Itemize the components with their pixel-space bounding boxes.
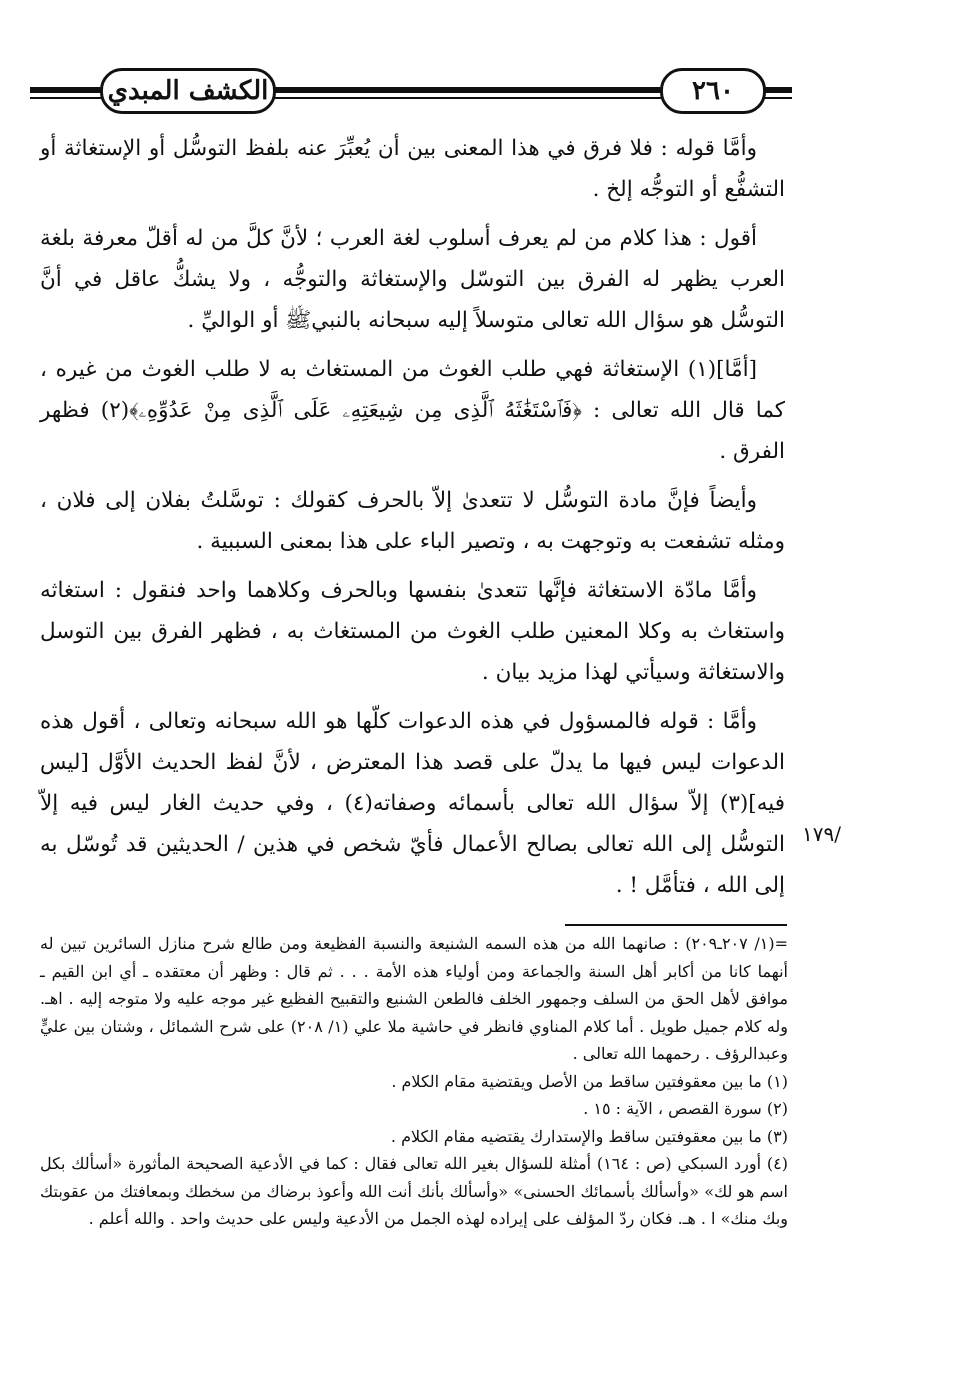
paragraph: [أمَّا](١) الإستغاثة فهي طلب الغوث من المستغاث به لا طلب الغوث من غيره ، كما قال الله تعالى : ﴿فَٱسْتَغَٰثَهُ ٱلَّذِى مِن شِيعَتِهِۦ عَلَى ٱلَّذِى مِنْ عَدُوِّهِۦ﴾(٢) فظهر الفرق . <box>40 357 785 464</box>
footnote: (٣) ما بين معقوفتين ساقط والإستدارك يقتضيه مقام الكلام . <box>390 1126 788 1146</box>
running-title: الكشف المبدي <box>100 68 276 114</box>
manuscript-folio-marker: /١٧٩ <box>802 822 841 846</box>
main-text <box>40 128 785 914</box>
paragraph: وأمَّا : قوله فالمسؤول في هذه الدعوات كلّها هو الله سبحانه وتعالى ، أقول هذه الدعوات ليس فيها ما يدلّ على قصد هذا المعترض ، لأنَّ لفظ الحديث الأوَّل [ليس فيه](٣) إلاّ سؤال الله تعالى بأسمائه وصفاته(٤) ، وفي حديث الغار ليس فيه إلاّ التوسُّل إلى الله تعالى بصالح الأعمال فأيّ شخص في هذين / الحديثين قد تُوسّل به إلى الله ، فتأمَّل ! . <box>40 709 785 898</box>
paragraph: وأمَّا قوله : فلا فرق في هذا المعنى بين أن يُعبِّرَ عنه بلفظ التوسُّل أو الإستغاثة أو التشفُّع أو التوجُّه إلخ . <box>40 136 785 202</box>
footnote: (١) ما بين معقوفتين ساقط من الأصل ويقتضية مقام الكلام . <box>391 1071 788 1091</box>
footnote: (٤) أورد السبكي (ص : ١٦٤) أمثلة للسؤال بغير الله تعالى فقال : كما في الأدعية الصحيحة المأثورة «أسألك بكل اسم هو لك» «وأسألك بأسمائك الحسنى» «وأسألك بأنك أنت الله وأعوذ برضاك من سخطك وبمعافتك من عقوبتك وبك منك» ا . هـ. فكان ردّ المؤلف على إيراده لهذه الجمل من الأدعية وليس على حديث واحد . والله أعلم . <box>40 1154 789 1228</box>
paragraph: أقول : هذا كلام من لم يعرف أسلوب لغة العرب ؛ لأنَّ كلَّ من له أقلّ معرفة بلغة العرب يظهر له الفرق بين التوسّل والإستغاثة والتوجُّه ، ولا يشكُّ عاقل في أنَّ التوسُّل هو سؤال الله تعالى متوسلاً إليه سبحانه بالنبيﷺ أو الواليِّ . <box>40 226 785 333</box>
paragraph: وأيضاً فإنَّ مادة التوسُّل لا تتعدىٰ إلاّ بالحرف كقولك : توسَّلتُ بفلان إلى فلان ، ومثله تشفعت به وتوجهت به ، وتصير الباء على هذا بمعنى السببية . <box>40 488 785 554</box>
footnote: (٢) سورة القصص ، الآية : ١٥ . <box>583 1099 788 1118</box>
footnote-separator <box>565 924 787 926</box>
page-header <box>30 62 792 118</box>
footnote: =(١/ ٢٠٧ـ٢٠٩) : صانهما الله من هذه السمه الشنيعة والنسبة الفظيعة ومن طالع شرح منازل السائرين تبين له أنهما كانا من أكابر أهل السنة والجماعة ومن أولياء هذه الأمة . . . ثم قال : وظهر أن معتقده ـ أي ابن القيم ـ موافق لأهل الحق من السلف وجمهور الخلف فالطعن الشنيع والتقبيح الفظيع غير موجه عليه ولا متوجه إليه . اهـ. وله كلام جميل طويل . أما كلام المناوي فانظر في حاشية ملا علي (١/ ٢٠٨) على شرح الشمائل ، وشتان بين عليٍّ وعبدالرؤف . رحمهما الله تعالى . <box>40 934 789 1063</box>
page-number: ٢٦٠ <box>660 68 766 114</box>
footnotes <box>40 930 788 1233</box>
paragraph: وأمَّا مادّة الاستغاثة فإنَّها تتعدىٰ بنفسها وبالحرف وكلاهما واحد فنقول : استغاثه واستغاث به وكلا المعنين طلب الغوث من المستغاث به ، فظهر الفرق بين التوسل والاستغاثة وسيأتي لهذا مزيد بيان . <box>40 578 785 685</box>
